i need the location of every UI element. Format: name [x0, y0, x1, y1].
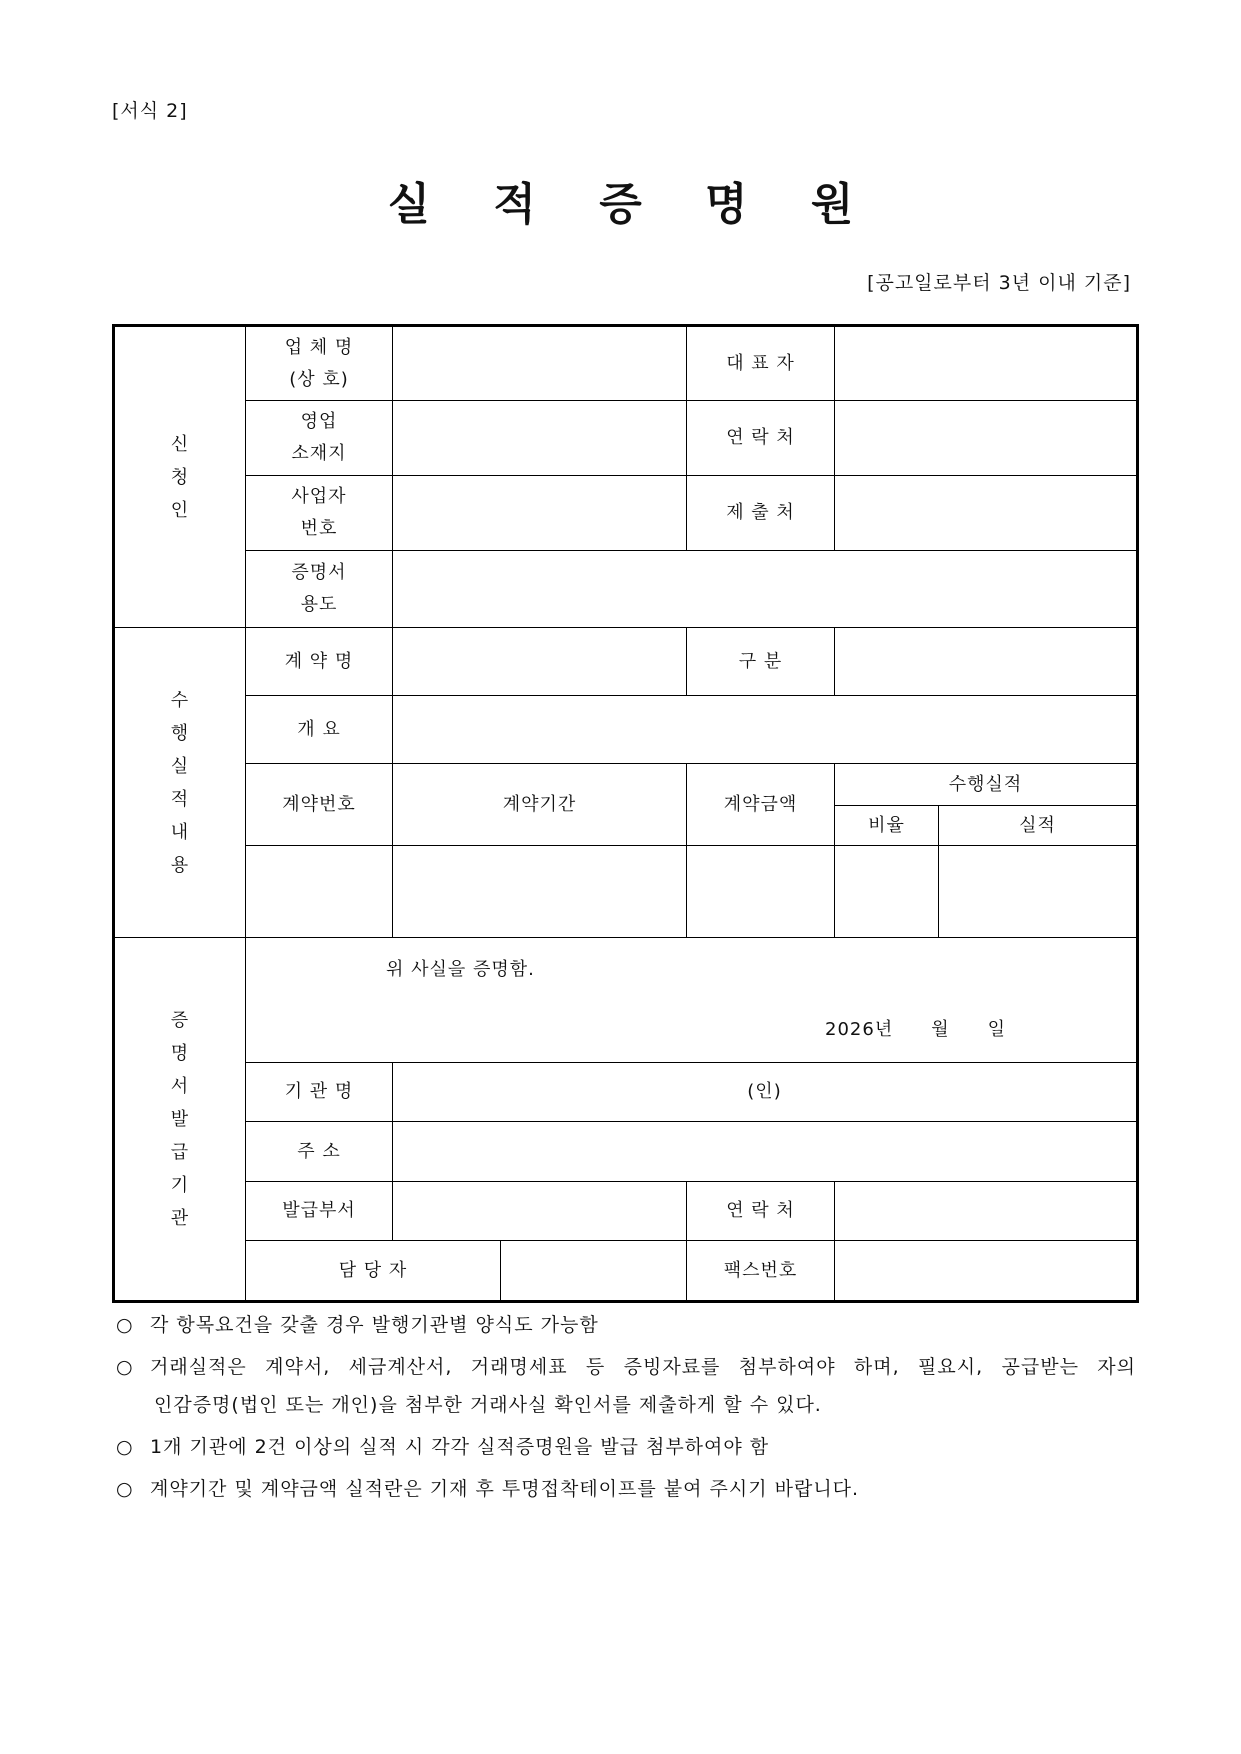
contract-name-label: 계 약 명: [246, 628, 393, 696]
contract-number-field[interactable]: [246, 846, 393, 938]
agency-name-field[interactable]: (인): [393, 1063, 1138, 1122]
company-name-label: 업 체 명 (상 호): [246, 326, 393, 401]
submit-to-field[interactable]: [835, 476, 1138, 551]
note-text: 각 항목요건을 갖출 경우 발행기관별 양식도 가능함: [150, 1314, 599, 1336]
overview-field[interactable]: [393, 696, 1138, 764]
address-label: 주 소: [246, 1122, 393, 1182]
issuing-department-label: 발급부서: [246, 1182, 393, 1241]
list-item: [116, 1470, 1136, 1508]
circle-bullet-icon: ○: [116, 1478, 134, 1500]
address-field[interactable]: [393, 1122, 1138, 1182]
performance-record-header: 수행실적: [835, 764, 1138, 806]
business-location-label: 영업 소재지: [246, 401, 393, 476]
list-item: [116, 1306, 1136, 1344]
business-number-label: 사업자 번호: [246, 476, 393, 551]
list-item: [116, 1348, 1136, 1424]
circle-bullet-icon: ○: [116, 1356, 134, 1378]
note-text: 1개 기관에 2건 이상의 실적 시 각각 실적증명원을 발급 첨부하여야 함: [150, 1436, 770, 1458]
performance-section-label: 수 행 실 적 내 용: [114, 628, 246, 938]
contract-amount-header: 계약금액: [687, 764, 835, 846]
contract-name-field[interactable]: [393, 628, 687, 696]
applicant-contact-field[interactable]: [835, 401, 1138, 476]
issuer-contact-field[interactable]: [835, 1182, 1138, 1241]
business-location-field[interactable]: [393, 401, 687, 476]
note-text: 계약기간 및 계약금액 실적란은 기재 후 투명접착테이프를 붙여 주시기 바랍니다.: [150, 1478, 860, 1500]
representative-label: 대 표 자: [687, 326, 835, 401]
person-in-charge-field[interactable]: [501, 1241, 687, 1302]
business-number-field[interactable]: [393, 476, 687, 551]
category-field[interactable]: [835, 628, 1138, 696]
notes-list: [116, 1306, 1136, 1508]
circle-bullet-icon: ○: [116, 1314, 134, 1336]
issuer-section-label: 증 명 서 발 급 기 관: [114, 938, 246, 1302]
person-in-charge-label: 담 당 자: [246, 1241, 501, 1302]
certification-block: [246, 938, 1138, 1063]
ratio-header: 비율: [835, 806, 939, 846]
record-header: 실적: [939, 806, 1138, 846]
overview-label: 개 요: [246, 696, 393, 764]
form-number: [서식 2]: [112, 100, 188, 122]
certificate-purpose-label: 증명서 용도: [246, 551, 393, 628]
circle-bullet-icon: ○: [116, 1436, 134, 1458]
contract-period-field[interactable]: [393, 846, 687, 938]
representative-field[interactable]: [835, 326, 1138, 401]
applicant-section-label: 신 청 인: [114, 326, 246, 628]
ratio-field[interactable]: [835, 846, 939, 938]
note-text: 거래실적은 계약서, 세금계산서, 거래명세표 등 증빙자료를 첨부하여야 하며, 필요시, 공급받는 자의: [150, 1356, 1136, 1378]
issuing-department-field[interactable]: [393, 1182, 687, 1241]
document-title: 실 적 증 명 원: [387, 179, 878, 230]
category-label: 구 분: [687, 628, 835, 696]
fax-number-label: 팩스번호: [687, 1241, 835, 1302]
certification-statement: 위 사실을 증명함.: [386, 959, 535, 980]
company-name-field[interactable]: [393, 326, 687, 401]
certificate-form: [112, 324, 1139, 1303]
certificate-purpose-field[interactable]: [393, 551, 1138, 628]
contract-number-header: 계약번호: [246, 764, 393, 846]
list-item: [116, 1428, 1136, 1466]
contract-period-header: 계약기간: [393, 764, 687, 846]
issuer-contact-label: 연 락 처: [687, 1182, 835, 1241]
fax-number-field[interactable]: [835, 1241, 1138, 1302]
basis-note: [공고일로부터 3년 이내 기준]: [867, 272, 1131, 294]
applicant-contact-label: 연 락 처: [687, 401, 835, 476]
submit-to-label: 제 출 처: [687, 476, 835, 551]
agency-name-label: 기 관 명: [246, 1063, 393, 1122]
issue-date[interactable]: 2026년 월 일: [825, 1019, 1006, 1040]
record-field[interactable]: [939, 846, 1138, 938]
note-text: 인감증명(법인 또는 개인)을 첨부한 거래사실 확인서를 제출하게 할 수 있다.: [154, 1394, 822, 1416]
contract-amount-field[interactable]: [687, 846, 835, 938]
